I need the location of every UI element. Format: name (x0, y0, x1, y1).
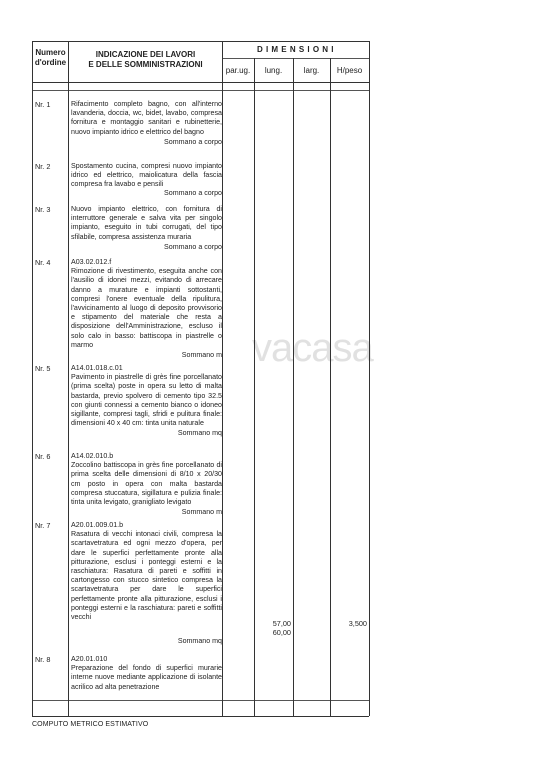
item-text: Zoccolino battiscopa in grès fine porcellanato di prima scelta delle dimensioni di 8/10 x 20/30 cm posto in opera con malta bastarda compresa stuccatura, sigillatura e pulizia finale: tinta unita levigato, granigliato levigato (71, 461, 222, 507)
item-text: Spostamento cucina, compresi nuovo impianto idrico ed elettrico, maiolicatura della fascia compresa fra lavabo e pensili (71, 162, 222, 189)
item-number: Nr. 6 (35, 452, 51, 461)
item-number: Nr. 1 (35, 100, 51, 109)
table-bottom-border (32, 716, 369, 717)
column-header-parug: par.ug. (225, 66, 251, 75)
item-unit: Sommano mq (177, 637, 222, 646)
body-bottom-line (32, 700, 369, 701)
item-number: Nr. 7 (35, 521, 51, 530)
item-text: Pavimento in piastrelle di grès fine porcellanato (prima scelta) poste in opera su letto di malta bastarda, previo spolvero di cemento tipo 32.5 con giunti connessi a cemento bianco o idoneo sigillante, compresi tagli, sfridi e pulitura finale: dimensioni 40 x 40 cm: tinta unita naturale (71, 373, 222, 428)
item-code: A14.01.018.c.01 (71, 364, 123, 372)
item-unit: Sommano mq (177, 429, 222, 438)
item-number: Nr. 8 (35, 655, 51, 664)
item-text: Preparazione del fondo di superfici murarie interne nuove mediante applicazione di isolante acrilico ad alta penetrazione (71, 664, 222, 691)
item-code: A20.01.009.01.b (71, 521, 124, 529)
item-description (71, 162, 222, 198)
item-description (71, 364, 222, 439)
item-number: Nr. 2 (35, 162, 51, 171)
left-border (32, 41, 33, 716)
item-code: A03.02.012.f (71, 258, 112, 266)
item-text: Rimozione di rivestimento, eseguita anche con l'ausilio di idonei mezzi, evitando di arrecare danno a murature e impianti sottostanti, compresi l'onere eventuale della ripulitura, l'avvicinamento al luogo di deposito provvisorio e stipamento del materiale che resta a disposizione dell'Amministrazione, escluso il solo calo in basso: battiscopa in piastrelle o marmo (71, 267, 222, 349)
item-text: Rasatura di vecchi intonaci civili, compresa la scartavetratura ed ogni mezzo d'opera, per dare le superfici perfettamente pronte alla pitturazione, esclusi i ponteggi esterni e la raschiatura: Rasatura di pareti e soffitti in cartongesso con stucco sintetico compresa la scartavetratura per dare le superfici perfettamente pronte alla pitturazione, esclusi i ponteggi esterni e la raschiatura: pareti e soffitti vecchi (71, 530, 222, 622)
item-description (71, 452, 222, 517)
item-unit: Sommano a corpo (164, 188, 222, 197)
item-description (71, 100, 222, 147)
item-unit: Sommano a corpo (164, 137, 222, 146)
header-bottom-border (32, 82, 369, 83)
col-divider-number (68, 41, 69, 716)
column-header-dimensions: D I M E N S I O N I (256, 45, 335, 54)
item-description (71, 521, 222, 646)
column-header-description-line2: E DELLE SOMMINISTRAZIONI (88, 60, 203, 69)
lung-value: 57,00 (272, 619, 291, 628)
column-header-hpeso: H/peso (336, 66, 363, 75)
item-text: Rifacimento completo bagno, con all'interno lavanderia, doccia, wc, bidet, lavabo, compresa fornitura e montaggio sanitari e rubinetterie, nuovo impianto idrico e elettrico del bagno (71, 100, 222, 136)
item-text: Nuovo impianto elettrico, con fornitura di interruttore generale e salva vita per singolo impianto, eseguito in tubi corrugati, del tipo sfilabile, compresa assistenza muraria (71, 205, 222, 241)
header-spacer-line (32, 90, 369, 91)
item-code: A14.02.010.b (71, 452, 114, 460)
item-unit: Sommano m (181, 508, 222, 517)
item-description (71, 655, 222, 692)
hpeso-value: 3,500 (348, 619, 367, 628)
column-header-number: Numero d'ordine (34, 48, 67, 67)
col-divider-desc (222, 41, 223, 716)
item-number: Nr. 3 (35, 205, 51, 214)
col-divider-larg (330, 58, 331, 716)
item-code: A20.01.010 (71, 655, 108, 663)
item-number: Nr. 4 (35, 258, 51, 267)
item-description (71, 258, 222, 360)
col-divider-lung (293, 58, 294, 716)
item-number: Nr. 5 (35, 364, 51, 373)
table-top-border (32, 41, 369, 42)
column-header-description-line1: INDICAZIONE DEI LAVORI (95, 50, 196, 59)
right-border (369, 41, 370, 716)
column-header-larg: larg. (303, 66, 320, 75)
document-footer: COMPUTO METRICO ESTIMATIVO (32, 721, 149, 728)
dimensions-divider (222, 58, 369, 59)
item-description (71, 205, 222, 252)
item-unit: Sommano m (181, 351, 222, 360)
column-header-lung: lung. (264, 66, 283, 75)
col-divider-parug (254, 58, 255, 716)
watermark-logo: vacasa (252, 326, 373, 370)
lung-value: 60,00 (272, 628, 291, 637)
item-unit: Sommano a corpo (164, 242, 222, 251)
